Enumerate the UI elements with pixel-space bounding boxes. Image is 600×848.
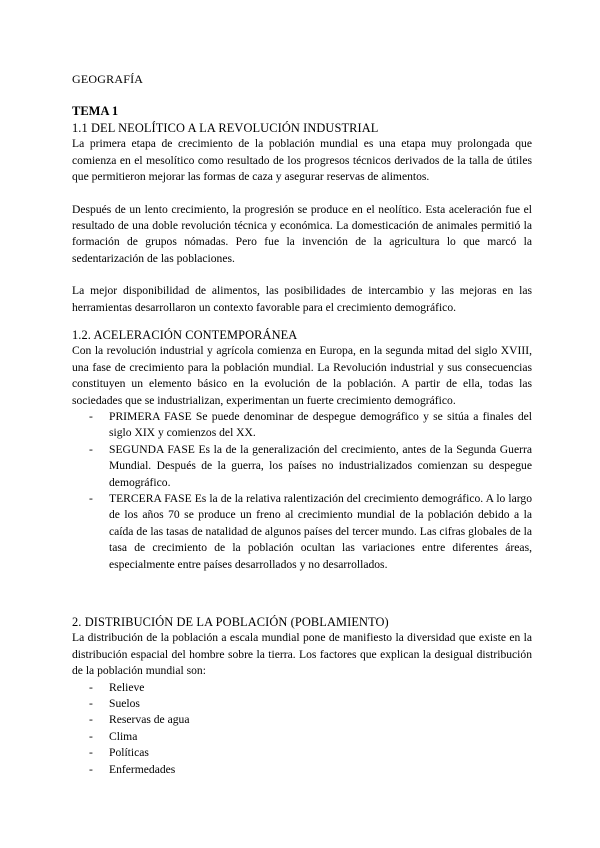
list-item: - Políticas	[72, 745, 532, 761]
list-item: - Suelos	[72, 696, 532, 712]
section-1-1	[72, 120, 532, 316]
section-heading: 1.1 DEL NEOLÍTICO A LA REVOLUCIÓN INDUSTRIAL	[72, 121, 379, 135]
list-item: - SEGUNDA FASE Es la de la generalización del crecimiento, antes de la Segunda Guerra Mundial. Después de la guerra, los países no industrializados comienzan su despegue demográfico.	[72, 442, 532, 491]
list-item: - Clima	[72, 729, 532, 745]
paragraph: Con la revolución industrial y agrícola comienza en Europa, en la segunda mitad del siglo XVIII, una fase de crecimiento para la población mundial. La Revolución industrial y sus consecuencias constituyen un elemento básico en la evolución de la población. A partir de ella, todas las sociedades que se industrializan, experimentan un fuerte crecimiento demográfico.	[72, 344, 532, 407]
list-item: - Relieve	[72, 680, 532, 696]
section-2	[72, 614, 532, 778]
list-item: - PRIMERA FASE Se puede denominar de despegue demográfico y se sitúa a finales del siglo XIX y comienzos del XX.	[72, 409, 532, 442]
document-title: GEOGRAFÍA	[72, 72, 144, 86]
paragraph: La mejor disponibilidad de alimentos, las posibilidades de intercambio y las mejoras en las herramientas desarrollaron un contexto favorable para el crecimiento demográfico.	[72, 284, 532, 314]
section-heading: 2. DISTRIBUCIÓN DE LA POBLACIÓN (POBLAMIENTO)	[72, 615, 389, 629]
factor-list	[72, 680, 532, 778]
paragraph: La distribución de la población a escala mundial pone de manifiesto la diversidad que existe en la distribución espacial del hombre sobre la tierra. Los factores que explican la desigual distribución de la población mundial son:	[72, 631, 532, 678]
list-item: - Reservas de agua	[72, 712, 532, 728]
paragraph: Después de un lento crecimiento, la progresión se produce en el neolítico. Esta aceleración fue el resultado de una doble revolución técnica y económica. La domesticación de animales permitió la formación de grupos nómadas. Pero fue la invención de la agricultura lo que marcó la sedentarización de las poblaciones.	[72, 202, 532, 265]
paragraph: La primera etapa de crecimiento de la población mundial es una etapa muy prolongada que comienza en el mesolítico como resultado de los progresos técnicos derivados de la talla de útiles que permitieron mejorar las formas de caza y asegurar reservas de alimentos.	[72, 137, 532, 184]
section-heading: 1.2. ACELERACIÓN CONTEMPORÁNEA	[72, 328, 298, 342]
list-item: - Enfermedades	[72, 762, 532, 778]
section-1-2	[72, 327, 532, 573]
phase-list	[72, 409, 532, 573]
list-item: - TERCERA FASE Es la de la relativa ralentización del crecimiento demográfico. A lo largo de los años 70 se produce un freno al crecimiento mundial de la población debido a la caída de las tasas de natalidad de algunos países del tercer mundo. Las cifras globales de la tasa de crecimiento de la población ocultan las variaciones entre diferentes áreas, especialmente entre países desarrollados y no desarrollados.	[72, 491, 532, 573]
tema-heading: TEMA 1	[72, 104, 119, 118]
